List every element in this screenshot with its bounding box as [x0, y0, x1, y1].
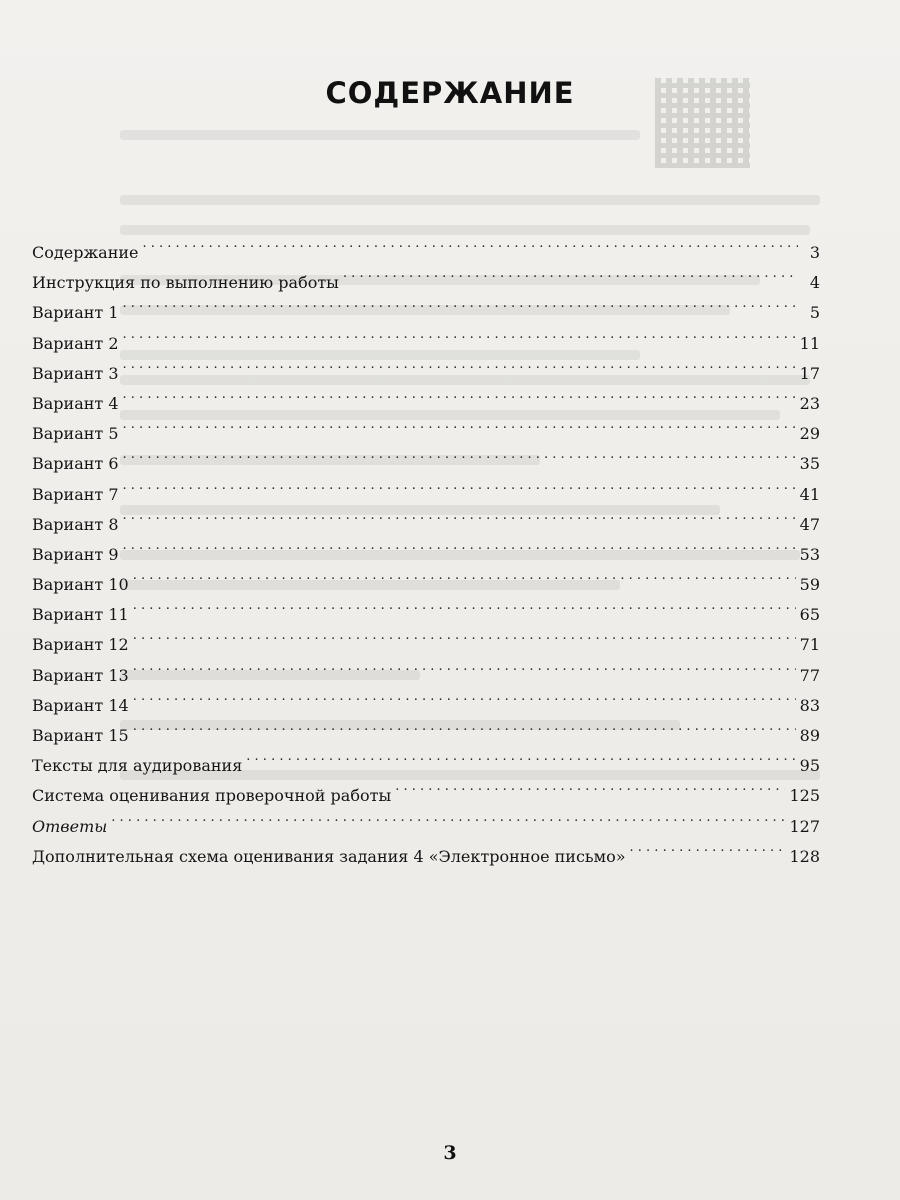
toc-entry-page-number: 41	[799, 484, 820, 504]
toc-entry-title: Вариант 3	[32, 363, 119, 383]
toc-entry-title: Вариант 12	[32, 635, 129, 655]
toc-entry	[32, 470, 820, 504]
page-title: СОДЕРЖАНИЕ	[325, 76, 575, 110]
toc-entry-title: Тексты для аудирования	[32, 756, 243, 776]
toc-entry-page-number: 53	[799, 544, 820, 564]
toc-entry	[32, 590, 820, 625]
toc-entry-title: Вариант 2	[32, 333, 119, 353]
toc-entry	[32, 530, 820, 564]
toc-entry	[32, 379, 820, 413]
toc-entry	[32, 560, 820, 595]
toc-entry-page-number: 4	[809, 273, 820, 293]
toc-dot-leader	[123, 379, 796, 409]
toc-dot-leader	[143, 228, 799, 258]
toc-dot-leader	[395, 771, 785, 801]
toc-entry-title: Вариант 11	[32, 605, 129, 625]
toc-dot-leader	[123, 319, 796, 349]
toc-entry-page-number: 89	[799, 726, 820, 745]
toc-entry	[32, 681, 820, 715]
toc-entry-page-number: 128	[789, 846, 820, 866]
toc-dot-leader	[123, 470, 796, 500]
toc-entry-title: Содержание	[32, 243, 139, 262]
toc-entry-title: Вариант 9	[32, 544, 119, 564]
toc-entry	[32, 288, 820, 323]
toc-entry	[32, 319, 820, 353]
toc-dot-leader	[246, 741, 795, 771]
toc-dot-leader	[133, 560, 796, 590]
toc-dot-leader	[133, 651, 796, 681]
toc-entry	[32, 802, 820, 836]
toc-entry	[32, 620, 820, 655]
toc-entry	[32, 258, 820, 293]
toc-entry-title: Вариант 1	[32, 303, 119, 323]
toc-entry	[32, 741, 820, 776]
page-number: 3	[443, 1142, 457, 1164]
toc-entry-title: Инструкция по выполнению работы	[32, 273, 339, 293]
toc-entry-title: Система оценивания проверочной работы	[32, 786, 392, 806]
toc-entry-page-number: 95	[799, 756, 820, 776]
toc-entry-page-number: 71	[799, 635, 820, 655]
toc-dot-leader	[123, 409, 796, 439]
toc-entry	[32, 711, 820, 745]
toc-entry-title: Дополнительная схема оценивания задания 4 «Электронное письмо»	[32, 846, 626, 866]
toc-entry	[32, 439, 820, 474]
toc-dot-leader	[133, 711, 796, 741]
toc-dot-leader	[343, 258, 798, 288]
toc-entry-title: Вариант 5	[32, 424, 119, 444]
toc-entry-page-number: 125	[789, 786, 820, 806]
toc-entry	[32, 500, 820, 534]
toc-dot-leader	[133, 590, 796, 620]
toc-entry	[32, 228, 820, 262]
toc-dot-leader	[133, 620, 796, 650]
toc-entry-page-number: 59	[799, 575, 820, 595]
toc-entry-page-number: 77	[799, 665, 820, 685]
toc-entry-page-number: 11	[799, 333, 820, 353]
toc-entry-title: Вариант 10	[32, 575, 129, 595]
toc-entry-page-number: 17	[799, 363, 820, 383]
toc-entry-title: Вариант 14	[32, 695, 129, 715]
toc-dot-leader	[111, 802, 785, 832]
toc-entry	[32, 832, 820, 866]
toc-dot-leader	[123, 439, 796, 469]
toc-entry-page-number: 35	[799, 454, 820, 474]
toc-entry-page-number: 29	[799, 424, 820, 444]
toc-dot-leader	[630, 832, 786, 862]
toc-entry-page-number: 47	[799, 514, 820, 534]
toc-entry-title: Вариант 4	[32, 393, 119, 413]
toc-entry	[32, 349, 820, 383]
toc-entry-title: Вариант 15	[32, 726, 129, 745]
toc-dot-leader	[123, 288, 798, 318]
toc-entry-page-number: 23	[799, 393, 820, 413]
toc-entry-title: Вариант 7	[32, 484, 119, 504]
toc-entry-title: Вариант 8	[32, 514, 119, 534]
toc-entry-page-number: 65	[799, 605, 820, 625]
toc-dot-leader	[123, 349, 796, 379]
toc-dot-leader	[123, 530, 796, 560]
toc-entry-page-number: 3	[809, 243, 820, 262]
toc-entry-title: Вариант 6	[32, 454, 119, 474]
table-of-contents	[32, 228, 820, 866]
toc-entry-title: Ответы	[32, 816, 108, 836]
toc-entry	[32, 409, 820, 444]
toc-entry-page-number: 83	[799, 695, 820, 715]
toc-dot-leader	[123, 500, 796, 530]
toc-entry-page-number: 5	[809, 303, 820, 323]
toc-entry	[32, 651, 820, 685]
toc-entry-page-number: 127	[789, 816, 820, 836]
toc-entry-title: Вариант 13	[32, 665, 129, 685]
toc-dot-leader	[133, 681, 796, 711]
